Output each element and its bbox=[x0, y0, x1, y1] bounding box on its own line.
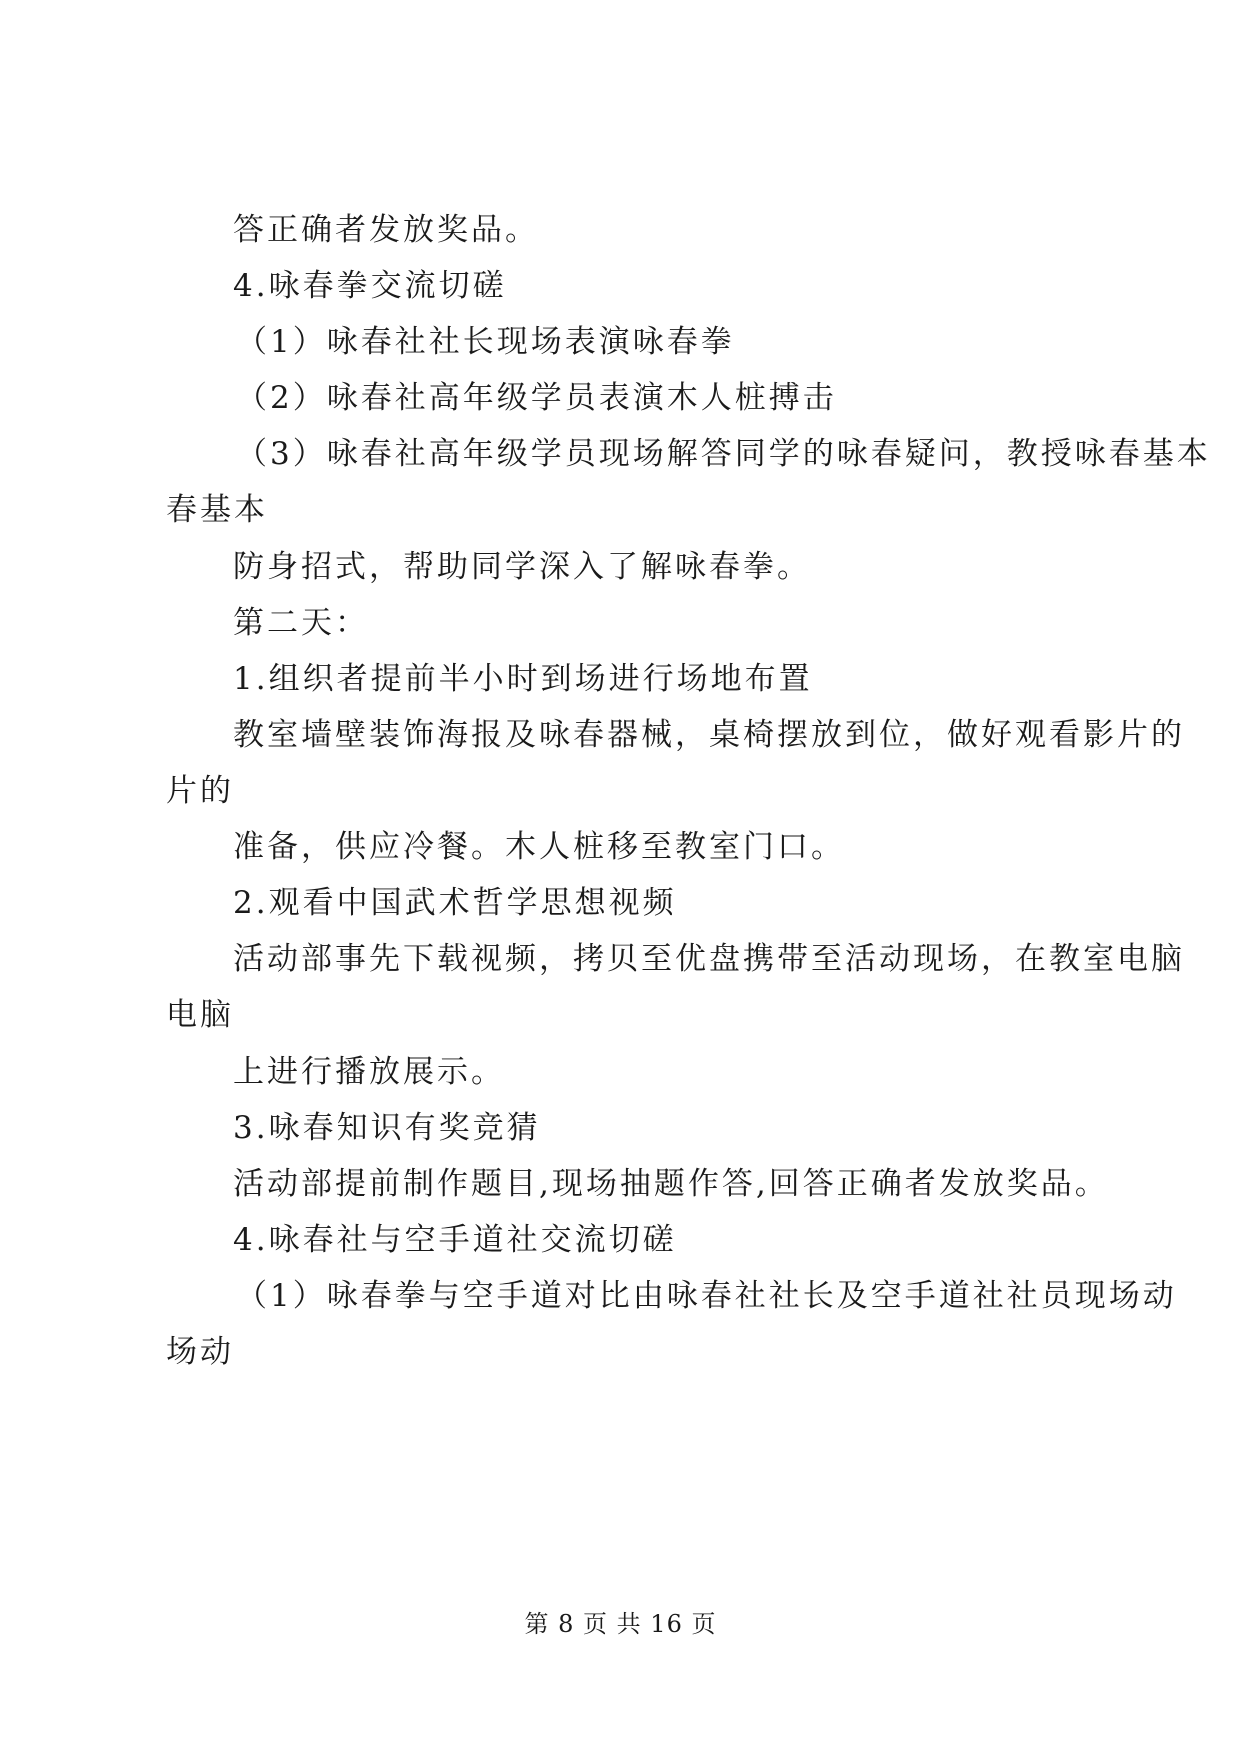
text-line-1: 答正确者发放奖品。 bbox=[233, 212, 539, 248]
text-line-wrap-3: 电脑 bbox=[166, 997, 234, 1033]
section-heading-wing-chun-exchange: 4.咏春拳交流切磋 bbox=[233, 268, 507, 304]
text-line-wrap-2: 片的 bbox=[166, 773, 234, 809]
text-line-2: 防身招式，帮助同学深入了解咏春拳。 bbox=[233, 549, 811, 585]
list-item-2: （2）咏春社高年级学员表演木人桩搏击 bbox=[236, 380, 837, 416]
text-line-4: 准备，供应冷餐。木人桩移至教室门口。 bbox=[233, 829, 845, 865]
text-line-5: 活动部事先下载视频，拷贝至优盘携带至活动现场，在教室电脑 bbox=[233, 941, 1185, 977]
page-number-footer: 第 8 页 共 16 页 bbox=[524, 1610, 717, 1638]
section-heading-karate-exchange: 4.咏春社与空手道社交流切磋 bbox=[233, 1222, 677, 1258]
text-line-wrap-4: 场动 bbox=[166, 1334, 234, 1370]
day-heading: 第二天： bbox=[233, 605, 369, 641]
text-line-7: 活动部提前制作题目,现场抽题作答,回答正确者发放奖品。 bbox=[233, 1166, 1109, 1202]
list-item-1: （1）咏春社社长现场表演咏春拳 bbox=[236, 324, 735, 360]
section-heading-video: 2.观看中国武术哲学思想视频 bbox=[233, 885, 677, 921]
section-heading-quiz: 3.咏春知识有奖竞猜 bbox=[233, 1110, 541, 1146]
text-line-6: 上进行播放展示。 bbox=[233, 1054, 505, 1090]
section-heading-setup: 1.组织者提前半小时到场进行场地布置 bbox=[233, 661, 813, 697]
list-item-3: （3）咏春社高年级学员现场解答同学的咏春疑问，教授咏春基本 bbox=[236, 436, 1211, 472]
text-line-wrap-1: 春基本 bbox=[166, 492, 268, 528]
list-item-4: （1）咏春拳与空手道对比由咏春社社长及空手道社社员现场动 bbox=[236, 1278, 1177, 1314]
text-line-3: 教室墙壁装饰海报及咏春器械，桌椅摆放到位，做好观看影片的 bbox=[233, 717, 1185, 753]
